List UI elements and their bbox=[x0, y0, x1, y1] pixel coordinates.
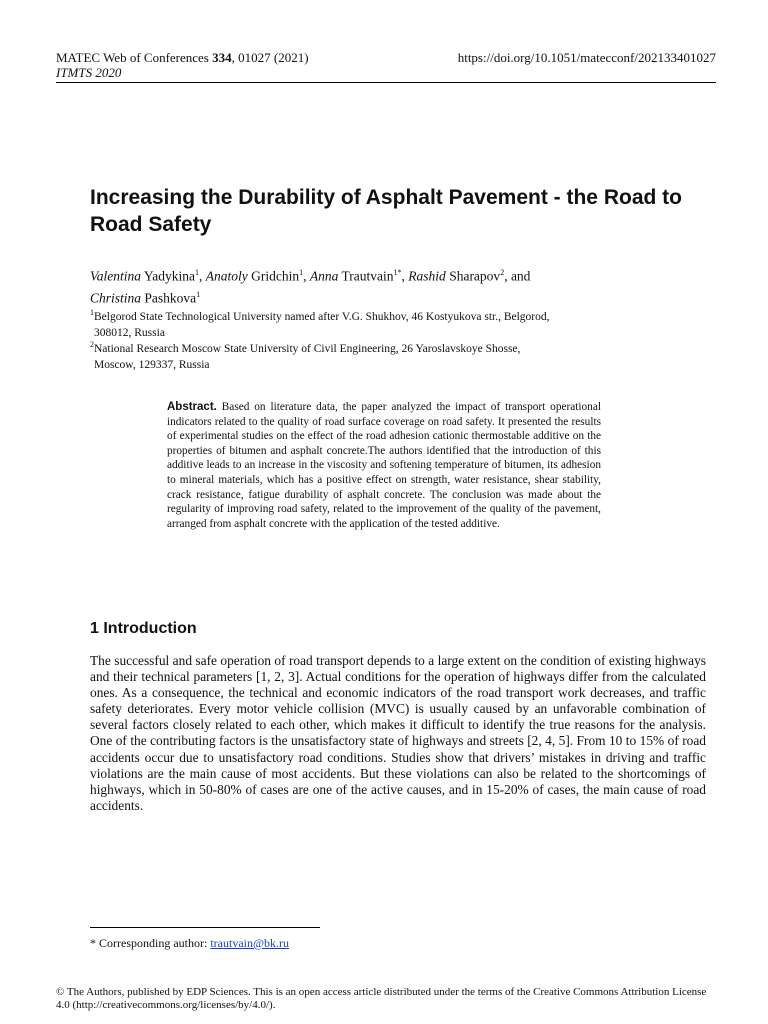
abstract bbox=[167, 400, 601, 531]
affiliation-line: National Research Moscow State University of Civil Engineering, 26 Yaroslavskoye Shosse, bbox=[94, 342, 521, 355]
author-first-name: Anatoly bbox=[205, 268, 248, 284]
author-last-name: Trautvain bbox=[341, 268, 394, 284]
author-affiliation-mark: 1* bbox=[393, 268, 402, 277]
conference-name: ITMTS 2020 bbox=[56, 65, 122, 80]
author-list bbox=[90, 264, 690, 307]
running-header-left bbox=[56, 50, 309, 80]
introduction-paragraph: The successful and safe operation of road transport depends to a large extent on the condition of existing highways and their technical parameters [1, 2, 3]. Actual conditions for the operation of highways differ from the calculated ones. As a consequence, the technical and economic indicators of the road transport work decreases, and traffic safety deteriorates. Every motor vehicle collision (MVC) is usually caused by an unfavorable combination of several factors closely related to each other, which makes it difficult to identify the true reasons for the analysis. One of the contributing factors is the unsatisfactory state of highways and streets [2, 4, 5]. From 10 to 15% of road accidents occur due to unsatisfactory road conditions. Studies show that drivers’ mistakes in driving and traffic violations are the main cause of most accidents. But these violations can also be related to the shortcomings of highways, which in 50-80% of cases are one of the active causes, and in 15-20% of cases, the main cause of road accidents. bbox=[90, 653, 706, 813]
affiliation-line: 308012, Russia bbox=[94, 326, 165, 339]
author-last-name: Pashkova bbox=[144, 290, 197, 305]
author-affiliation-mark: 1 bbox=[299, 268, 304, 277]
abstract-text: Based on literature data, the paper analyzed the impact of transport operational indicators related to the quality of road surface coverage on road safety. It presented the results of experimental studies on the effect of the road adhesion cationic thermostable additive on the properties of bitumen and asphalt concrete.The authors identified that the introduction of this additive leads to an increase in the viscosity and softening temperature of bitumen, its adhesion to mineral materials, which has a positive effect on strength, water resistance, shear stability, crack resistance, fatigue durability of asphalt concrete. The conclusion was made about the regularity of improving road safety, related to the improvement of the quality of the pavement, arranged from asphalt concrete with the application of the tested additive. bbox=[167, 401, 601, 530]
footnote-divider bbox=[90, 927, 320, 928]
header-divider bbox=[56, 82, 716, 83]
affiliation-mark: 2 bbox=[90, 340, 94, 349]
author-last-name: Gridchin bbox=[251, 268, 300, 284]
author-separator: , bbox=[303, 268, 310, 284]
author-last-name: Sharapov bbox=[449, 268, 501, 284]
author-affiliation-mark: 1 bbox=[195, 268, 200, 277]
affiliation-2 bbox=[90, 337, 690, 373]
footnote-label: Corresponding author: bbox=[96, 936, 211, 950]
author-affiliation-mark: 1 bbox=[196, 289, 201, 299]
author-first-name: Rashid bbox=[408, 268, 446, 284]
footnote-mark: * bbox=[90, 936, 96, 950]
article-pages: , 01027 (2021) bbox=[231, 50, 309, 65]
author-first-name: Anna bbox=[309, 268, 339, 284]
author-first-name: Christina bbox=[90, 290, 142, 305]
corresponding-author-note bbox=[90, 935, 289, 951]
paper-title: Increasing the Durability of Asphalt Pavement - the Road to Road Safety bbox=[90, 186, 682, 236]
section-heading-introduction: 1 Introduction bbox=[90, 620, 197, 637]
doi-link[interactable]: https://doi.org/10.1051/matecconf/202133401027 bbox=[457, 50, 716, 65]
journal-volume: 334 bbox=[212, 50, 232, 65]
journal-name: MATEC Web of Conferences bbox=[56, 50, 209, 65]
author-first-name: Valentina bbox=[90, 268, 141, 284]
affiliation-line: Belgorod State Technological University named after V.G. Shukhov, 46 Kostyukova str., Belgorod, bbox=[94, 310, 550, 323]
affiliation-line: Moscow, 129337, Russia bbox=[94, 358, 210, 371]
author-separator: , bbox=[401, 268, 409, 284]
author-separator: , bbox=[199, 268, 206, 284]
author-affiliation-mark: 2 bbox=[500, 268, 505, 277]
affiliation-1 bbox=[90, 305, 690, 341]
author-email-link[interactable]: trautvain@bk.ru bbox=[210, 936, 290, 950]
author-separator: , and bbox=[504, 268, 531, 284]
affiliation-mark: 1 bbox=[90, 308, 94, 317]
author-last-name: Yadykina bbox=[143, 268, 196, 284]
abstract-label: Abstract. bbox=[167, 401, 217, 413]
license-notice: © The Authors, published by EDP Sciences. This is an open access article distributed under the terms of the Creative Commons Attribution License 4.0 (http://creativecommons.org/licenses/by/4.0/). bbox=[56, 986, 707, 1011]
